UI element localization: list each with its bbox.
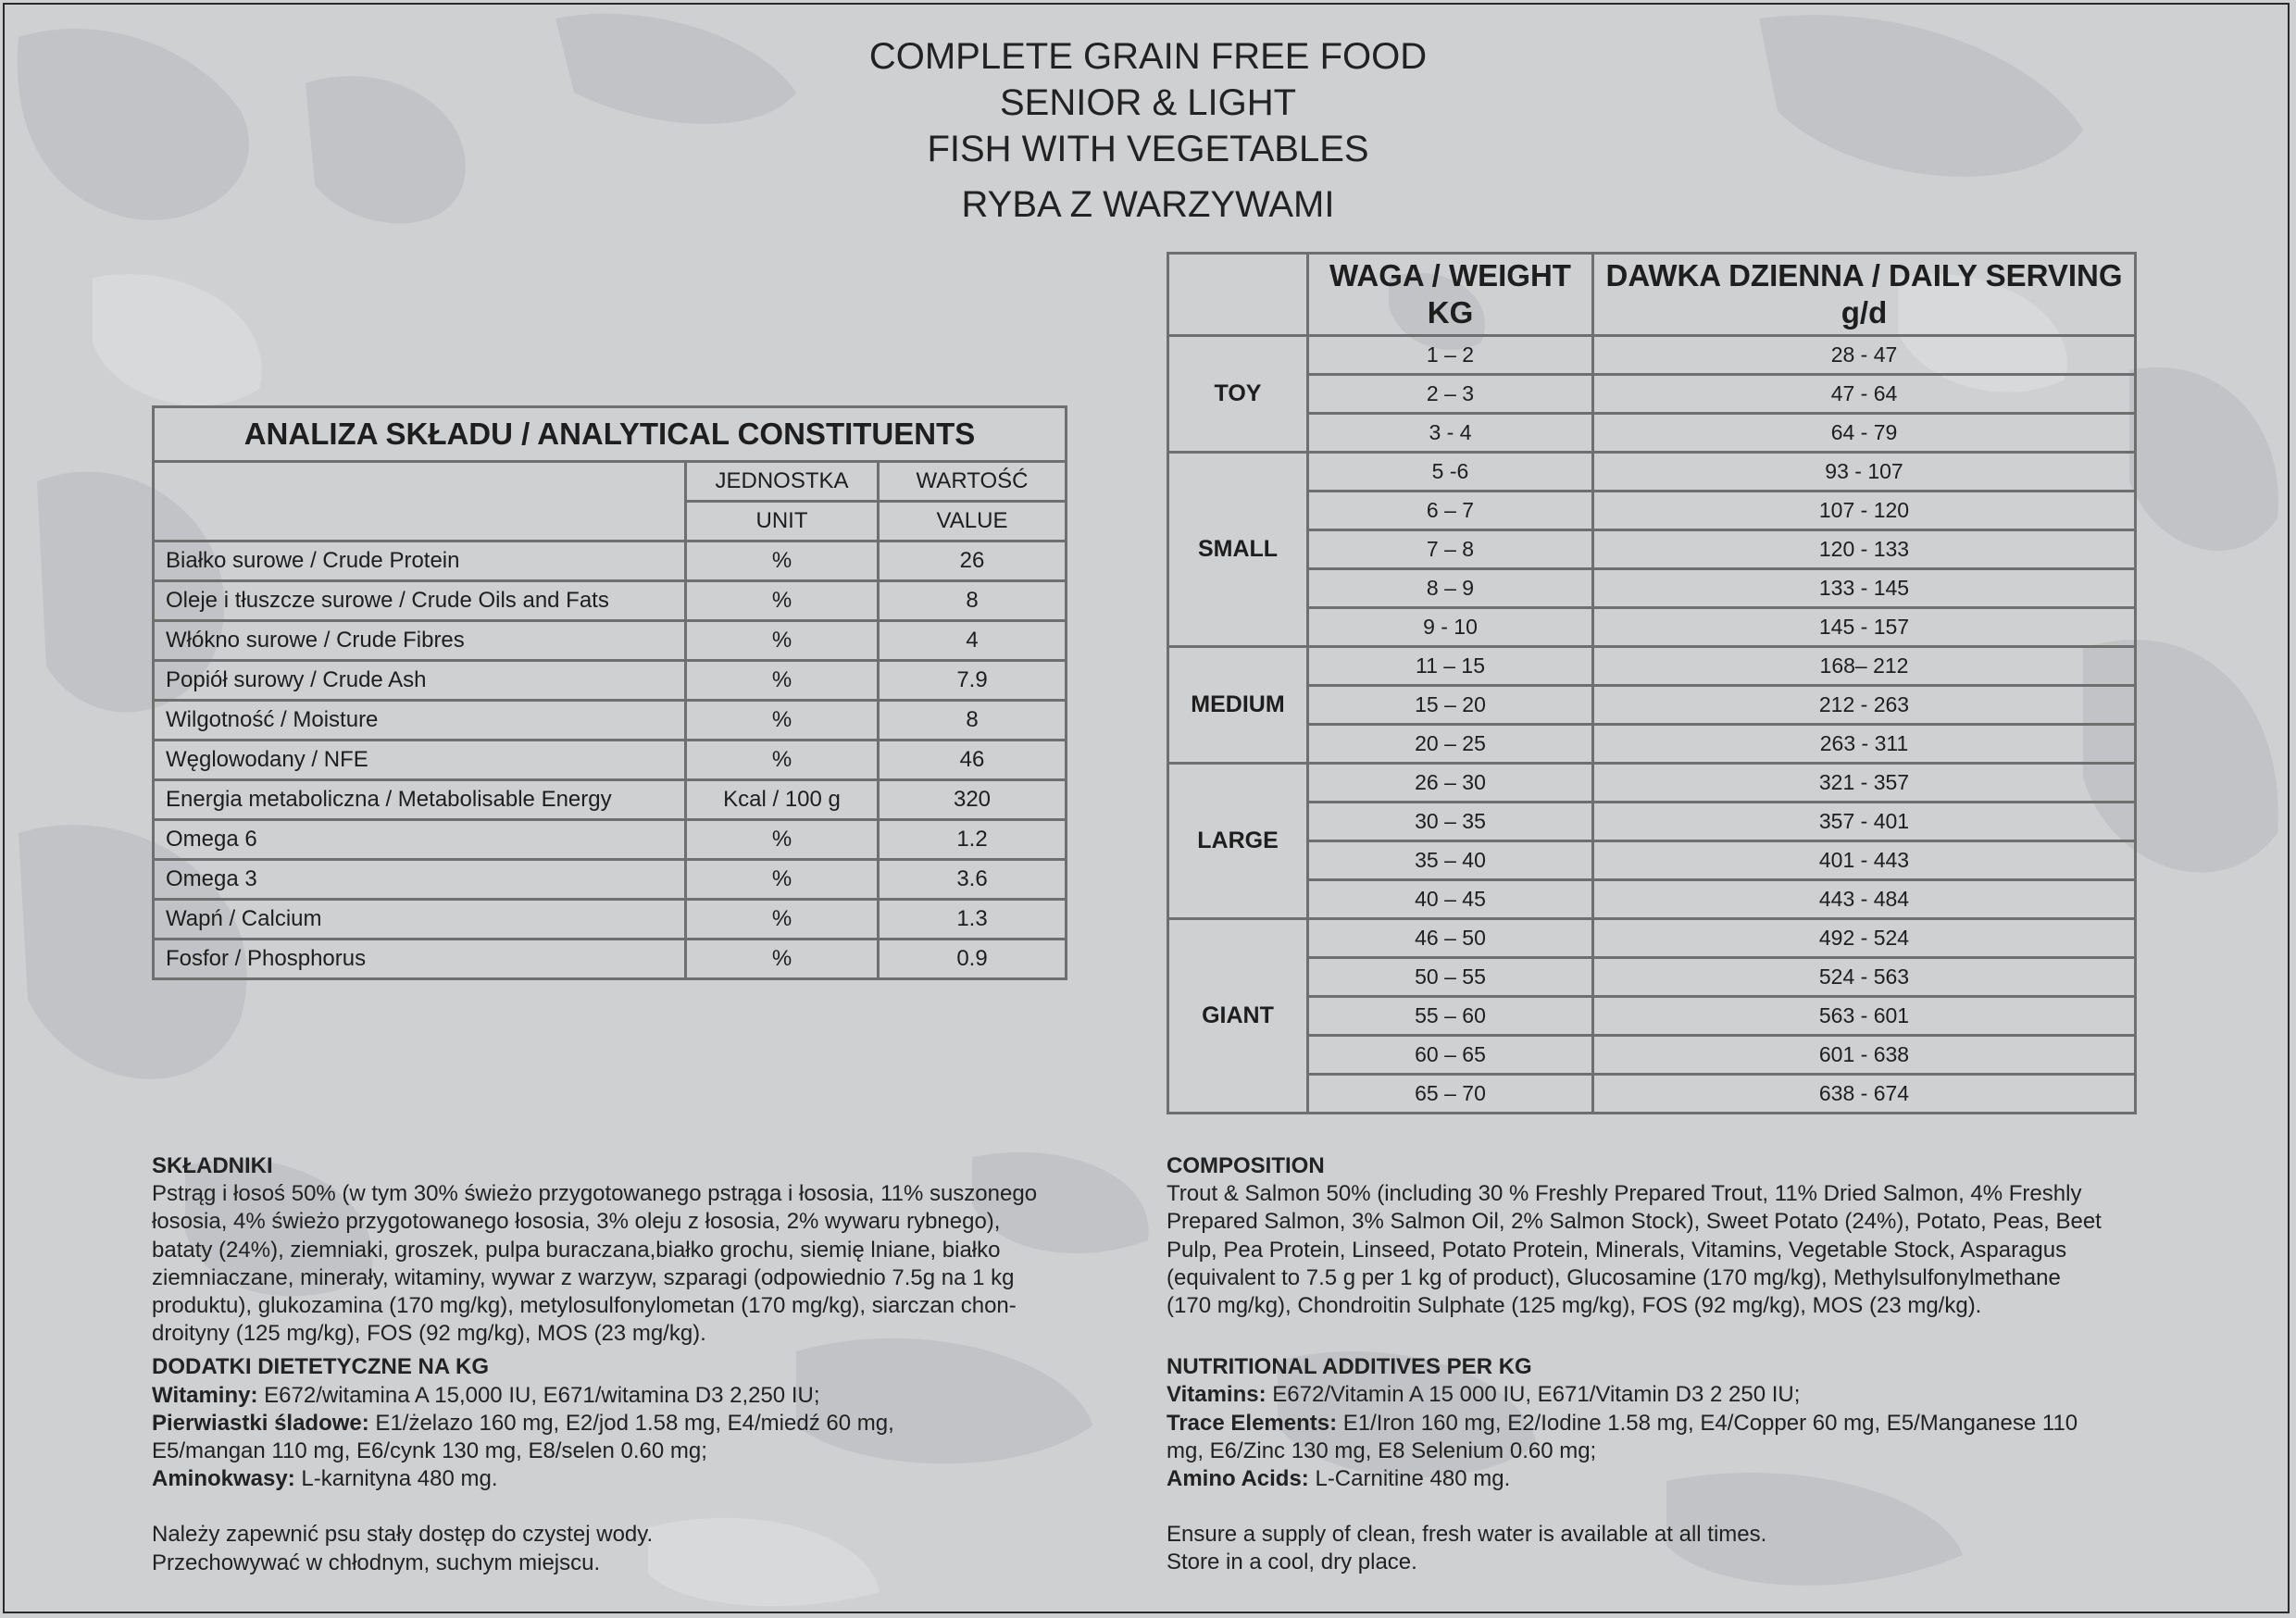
size-label-toy: TOY	[1168, 336, 1308, 453]
daily-amount: 168– 212	[1593, 647, 2136, 686]
daily-amount: 443 - 484	[1593, 880, 2136, 919]
daily-amount: 120 - 133	[1593, 530, 2136, 569]
ingredients-line-en: Trout & Salmon 50% (including 30 % Freshly Prepared Trout, 11% Dried Salmon, 4% Freshly	[1167, 1181, 2082, 1207]
table-row	[1168, 1075, 2136, 1114]
table-row	[1168, 803, 2136, 841]
vitamins-line-en	[1167, 1381, 2176, 1409]
constituent-value: 4	[879, 621, 1067, 661]
size-label-giant: GIANT	[1168, 919, 1308, 1114]
note-storage-pl: Przechowywać w chłodnym, suchym miejscu.	[152, 1550, 601, 1575]
value-header-pl: WARTOŚĆ	[879, 462, 1067, 502]
weight-range: 20 – 25	[1308, 725, 1593, 764]
daily-amount: 28 - 47	[1593, 336, 2136, 375]
daily-header-line-2: g/d	[1841, 295, 1888, 330]
daily-amount: 401 - 443	[1593, 841, 2136, 880]
table-row	[154, 780, 1067, 820]
weight-range: 3 - 4	[1308, 414, 1593, 453]
size-label-small: SMALL	[1168, 453, 1308, 647]
weight-range: 1 – 2	[1308, 336, 1593, 375]
table-row	[154, 900, 1067, 940]
analysis-header-blank	[154, 462, 686, 541]
daily-amount: 563 - 601	[1593, 997, 2136, 1036]
constituent-name: Oleje i tłuszcze surowe / Crude Oils and Fats	[154, 581, 686, 621]
table-row	[1168, 375, 2136, 414]
vitamins-text-pl: E672/witamina A 15,000 IU, E671/witamina D3 2,250 IU;	[257, 1382, 820, 1408]
weight-range: 9 - 10	[1308, 608, 1593, 647]
constituent-name: Omega 3	[154, 860, 686, 900]
daily-amount: 492 - 524	[1593, 919, 2136, 958]
constituent-value: 46	[879, 741, 1067, 780]
table-row	[1168, 569, 2136, 608]
daily-amount: 212 - 263	[1593, 686, 2136, 725]
table-row	[1168, 958, 2136, 997]
title-line-1: COMPLETE GRAIN FREE FOOD	[868, 36, 1428, 77]
weight-range: 5 -6	[1308, 453, 1593, 492]
weight-range: 46 – 50	[1308, 919, 1593, 958]
constituent-unit: %	[686, 900, 879, 940]
daily-serving-header	[1593, 254, 2136, 336]
amino-label-pl: Aminokwasy:	[152, 1466, 295, 1492]
amino-line-en	[1167, 1465, 2176, 1493]
table-row	[154, 661, 1067, 701]
amino-text-pl: L-karnityna 480 mg.	[294, 1466, 498, 1492]
weight-range: 8 – 9	[1308, 569, 1593, 608]
constituent-name: Popiół surowy / Crude Ash	[154, 661, 686, 701]
trace-line-pl	[152, 1410, 1115, 1438]
size-label-medium: MEDIUM	[1168, 647, 1308, 764]
daily-amount: 263 - 311	[1593, 725, 2136, 764]
serving-header-blank	[1168, 254, 1308, 336]
table-row	[154, 541, 1067, 581]
constituent-value: 3.6	[879, 860, 1067, 900]
additives-heading-pl: DODATKI DIETETYCZNE NA KG	[152, 1354, 489, 1380]
weight-range: 15 – 20	[1308, 686, 1593, 725]
daily-amount: 47 - 64	[1593, 375, 2136, 414]
constituent-name: Białko surowe / Crude Protein	[154, 541, 686, 581]
table-row	[1168, 336, 2136, 375]
title-line-3: FISH WITH VEGETABLES	[927, 129, 1369, 169]
ingredients-heading-pl: SKŁADNIKI	[152, 1153, 273, 1178]
table-row	[1168, 530, 2136, 569]
additives-heading-en: NUTRITIONAL ADDITIVES PER KG	[1167, 1354, 1532, 1380]
english-text-block	[1167, 1152, 2176, 1577]
constituent-value: 7.9	[879, 661, 1067, 701]
trace-line-en	[1167, 1410, 2176, 1438]
constituent-value: 26	[879, 541, 1067, 581]
table-row	[154, 621, 1067, 661]
ingredients-line-en: (equivalent to 7.5 g per 1 kg of product), Glucosamine (170 mg/kg), Methylsulfonylmethane	[1167, 1264, 2061, 1290]
ingredients-line-pl: łososia, 4% świeżo przygotowanego łososia, 3% oleju z łososia, 2% wywaru rybnego),	[152, 1209, 1001, 1235]
amino-label-en: Amino Acids:	[1167, 1466, 1309, 1492]
weight-range: 11 – 15	[1308, 647, 1593, 686]
note-storage-en: Store in a cool, dry place.	[1167, 1550, 1417, 1575]
ingredients-heading-en: COMPOSITION	[1167, 1153, 1325, 1178]
daily-amount: 524 - 563	[1593, 958, 2136, 997]
weight-range: 50 – 55	[1308, 958, 1593, 997]
table-row	[154, 860, 1067, 900]
table-row	[1168, 686, 2136, 725]
constituent-name: Omega 6	[154, 820, 686, 860]
constituent-unit: %	[686, 741, 879, 780]
note-water-pl: Należy zapewnić psu stały dostęp do czystej wody.	[152, 1522, 654, 1548]
vitamins-line-pl	[152, 1382, 1115, 1410]
ingredients-line-en: (170 mg/kg), Chondroitin Sulphate (125 mg/kg), FOS (92 mg/kg), MOS (23 mg/kg).	[1167, 1293, 1982, 1319]
ingredients-line-pl: ziemniaczane, minerały, witaminy, wywar z warzyw, szparagi (odpowiednio 7.5g na 1 kg	[152, 1264, 1015, 1290]
value-header-en: VALUE	[879, 502, 1067, 541]
constituent-name: Energia metaboliczna / Metabolisable Energy	[154, 780, 686, 820]
unit-header-en: UNIT	[686, 502, 879, 541]
constituent-unit: %	[686, 541, 879, 581]
table-row	[1168, 414, 2136, 453]
table-row	[1168, 841, 2136, 880]
daily-serving-table	[1167, 252, 2137, 1114]
table-row	[1168, 880, 2136, 919]
note-water-en: Ensure a supply of clean, fresh water is available at all times.	[1167, 1522, 1767, 1548]
vitamins-label-pl: Witaminy:	[152, 1382, 258, 1408]
constituent-name: Węglowodany / NFE	[154, 741, 686, 780]
daily-amount: 638 - 674	[1593, 1075, 2136, 1114]
weight-range: 7 – 8	[1308, 530, 1593, 569]
table-row	[154, 940, 1067, 979]
trace-line-2-pl: E5/mangan 110 mg, E6/cynk 130 mg, E8/selen 0.60 mg;	[152, 1438, 707, 1464]
unit-header-pl: JEDNOSTKA	[686, 462, 879, 502]
daily-amount: 93 - 107	[1593, 453, 2136, 492]
weight-header-line-1: WAGA / WEIGHT	[1329, 258, 1571, 292]
table-row	[154, 741, 1067, 780]
ingredients-line-en: Prepared Salmon, 3% Salmon Oil, 2% Salmon Stock), Sweet Potato (24%), Potato, Peas, Beet	[1167, 1209, 2102, 1235]
table-row	[154, 581, 1067, 621]
constituent-value: 320	[879, 780, 1067, 820]
constituent-unit: %	[686, 621, 879, 661]
weight-range: 60 – 65	[1308, 1036, 1593, 1075]
analytical-constituents-table	[152, 405, 1067, 980]
constituent-unit: %	[686, 940, 879, 979]
title-line-2: SENIOR & LIGHT	[999, 82, 1297, 123]
constituent-unit: Kcal / 100 g	[686, 780, 879, 820]
daily-amount: 133 - 145	[1593, 569, 2136, 608]
ingredients-line-pl: droityny (125 mg/kg), FOS (92 mg/kg), MOS (23 mg/kg).	[152, 1321, 706, 1347]
table-row	[1168, 608, 2136, 647]
table-row	[154, 701, 1067, 741]
daily-amount: 107 - 120	[1593, 492, 2136, 530]
constituent-name: Fosfor / Phosphorus	[154, 940, 686, 979]
trace-line-2-en: mg, E6/Zinc 130 mg, E8 Selenium 0.60 mg;	[1167, 1438, 1597, 1463]
vitamins-text-en: E672/Vitamin A 15 000 IU, E671/Vitamin D3 2 250 IU;	[1266, 1382, 1801, 1408]
constituent-unit: %	[686, 661, 879, 701]
constituent-value: 8	[879, 701, 1067, 741]
table-row	[1168, 764, 2136, 803]
table-row	[1168, 997, 2136, 1036]
table-row	[1168, 919, 2136, 958]
weight-range: 55 – 60	[1308, 997, 1593, 1036]
weight-range: 26 – 30	[1308, 764, 1593, 803]
polish-text-block	[152, 1152, 1115, 1577]
weight-range: 30 – 35	[1308, 803, 1593, 841]
vitamins-label-en: Vitamins:	[1167, 1382, 1267, 1408]
weight-range: 2 – 3	[1308, 375, 1593, 414]
weight-range: 35 – 40	[1308, 841, 1593, 880]
daily-amount: 145 - 157	[1593, 608, 2136, 647]
constituent-value: 8	[879, 581, 1067, 621]
weight-header	[1308, 254, 1593, 336]
table-row	[1168, 725, 2136, 764]
ingredients-line-pl: bataty (24%), ziemniaki, groszek, pulpa buraczana,białko grochu, siemię lniane, białko	[152, 1237, 1001, 1263]
size-label-large: LARGE	[1168, 764, 1308, 919]
amino-text-en: L-Carnitine 480 mg.	[1308, 1466, 1511, 1492]
weight-range: 65 – 70	[1308, 1075, 1593, 1114]
trace-label-en: Trace Elements:	[1167, 1410, 1338, 1436]
constituent-unit: %	[686, 820, 879, 860]
table-row	[154, 820, 1067, 860]
weight-range: 6 – 7	[1308, 492, 1593, 530]
table-row	[1168, 1036, 2136, 1075]
daily-amount: 64 - 79	[1593, 414, 2136, 453]
table-row	[1168, 492, 2136, 530]
weight-range: 40 – 45	[1308, 880, 1593, 919]
constituent-unit: %	[686, 860, 879, 900]
trace-text-pl: E1/żelazo 160 mg, E2/jod 1.58 mg, E4/miedź 60 mg,	[368, 1410, 894, 1436]
constituent-value: 1.2	[879, 820, 1067, 860]
amino-line-pl	[152, 1465, 1115, 1493]
constituent-name: Włókno surowe / Crude Fibres	[154, 621, 686, 661]
constituent-name: Wilgotność / Moisture	[154, 701, 686, 741]
constituent-unit: %	[686, 581, 879, 621]
analysis-title: ANALIZA SKŁADU / ANALYTICAL CONSTITUENTS	[154, 407, 1067, 462]
table-row	[1168, 647, 2136, 686]
daily-amount: 321 - 357	[1593, 764, 2136, 803]
table-row	[1168, 453, 2136, 492]
daily-amount: 357 - 401	[1593, 803, 2136, 841]
ingredients-line-en: Pulp, Pea Protein, Linseed, Potato Protein, Minerals, Vitamins, Vegetable Stock, Asparagus	[1167, 1237, 2067, 1263]
title-line-4: RYBA Z WARZYWAMI	[961, 184, 1335, 225]
trace-label-pl: Pierwiastki śladowe:	[152, 1410, 369, 1436]
constituent-value: 1.3	[879, 900, 1067, 940]
ingredients-line-pl: Pstrąg i łosoś 50% (w tym 30% świeżo przygotowanego pstrąga i łososia, 11% suszonego	[152, 1181, 1038, 1207]
ingredients-line-pl: produktu), glukozamina (170 mg/kg), metylosulfonylometan (170 mg/kg), siarczan chon-	[152, 1293, 1017, 1319]
trace-text-en: E1/Iron 160 mg, E2/Iodine 1.58 mg, E4/Copper 60 mg, E5/Manganese 110	[1337, 1410, 2078, 1436]
constituent-value: 0.9	[879, 940, 1067, 979]
weight-header-line-2: KG	[1427, 295, 1474, 330]
constituent-unit: %	[686, 701, 879, 741]
constituent-name: Wapń / Calcium	[154, 900, 686, 940]
daily-header-line-1: DAWKA DZIENNA / DAILY SERVING	[1605, 258, 2123, 292]
daily-amount: 601 - 638	[1593, 1036, 2136, 1075]
